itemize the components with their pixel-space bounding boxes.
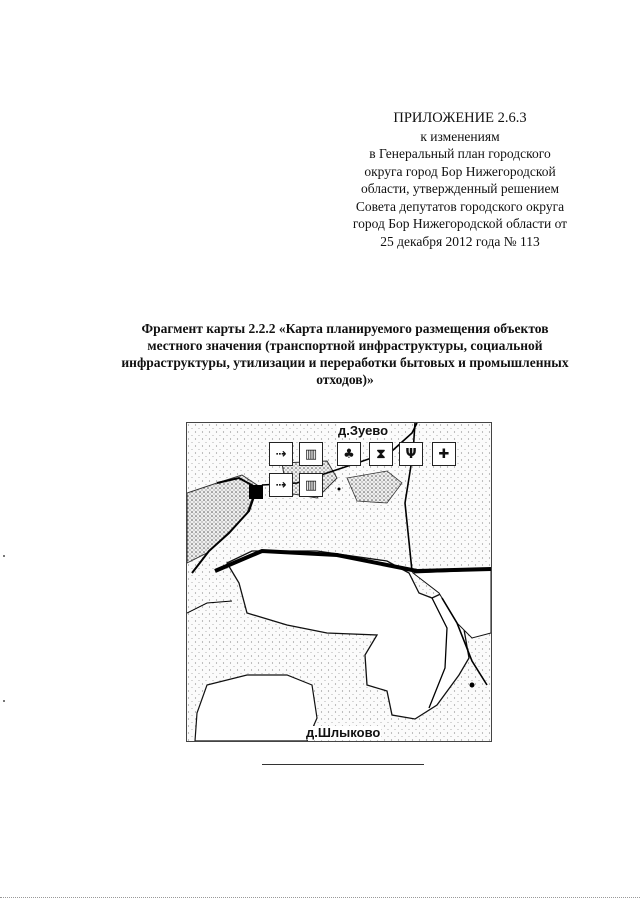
appendix-line: Совета депутатов городского округа — [355, 198, 565, 214]
title-line: Фрагмент карты 2.2.2 «Карта планируемого размещения объектов — [141, 321, 549, 336]
title-line: местного значения (транспортной инфраструктуры, социальной — [147, 338, 543, 353]
appendix-line: город Бор Нижегородской области от — [352, 216, 568, 231]
appendix-line: к изменениям — [420, 128, 500, 144]
tree-icon: ♣ — [337, 442, 361, 466]
road-sign-icon: ⇢ — [269, 442, 293, 466]
appendix-line: округа город Бор Нижегородской — [364, 163, 556, 179]
appendix-line: области, утвержденный решением — [361, 181, 559, 196]
separator-line — [262, 764, 424, 765]
appendix-block — [330, 110, 590, 250]
scan-edge — [0, 897, 640, 899]
book-icon: ▥ — [299, 442, 323, 466]
place-label-shlykovo: д.Шлыково — [306, 725, 381, 740]
title-line: отходов)» — [316, 372, 374, 387]
appendix-line: в Генеральный план городского — [369, 146, 551, 161]
appendix-heading: ПРИЛОЖЕНИЕ 2.6.3 — [393, 110, 527, 126]
scan-artifact — [3, 700, 5, 702]
planned-zone-southwest — [195, 675, 317, 741]
map-fragment — [186, 422, 492, 742]
industrial-object — [249, 485, 263, 499]
map-marker — [338, 488, 341, 491]
map-drawing — [187, 423, 491, 741]
title-line: инфраструктуры, утилизации и переработки бытовых и промышленных — [121, 355, 569, 370]
appendix-line: 25 декабря 2012 года № 113 — [380, 233, 540, 249]
road-sign-icon: ⇢ — [269, 473, 293, 497]
document-title — [95, 320, 595, 388]
book-icon: ▥ — [299, 473, 323, 497]
antenna-icon: Ψ — [399, 442, 423, 466]
map-marker — [470, 683, 475, 688]
red-cross-icon: ✚ — [432, 442, 456, 466]
scan-artifact — [3, 555, 5, 557]
place-label-zuevo: д.Зуево — [338, 423, 389, 438]
hourglass-icon: ⧗ — [369, 442, 393, 466]
